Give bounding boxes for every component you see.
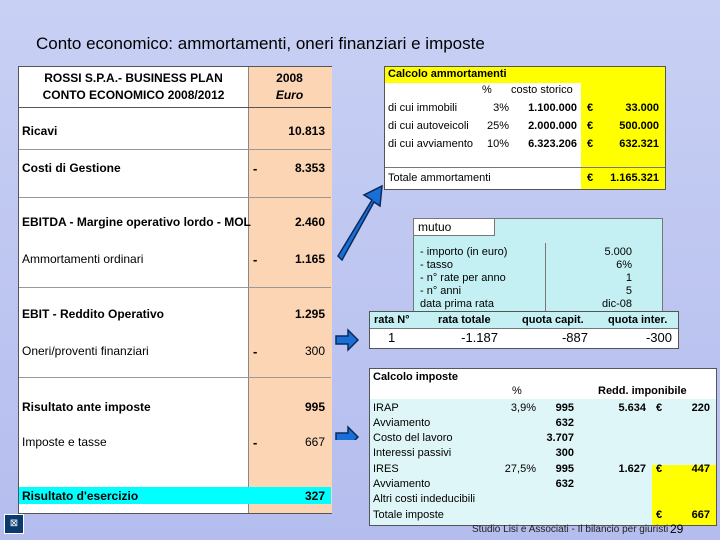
right-arrow-icon	[336, 330, 358, 350]
imp-row-label: Altri costi indeducibili	[373, 493, 476, 505]
imp-row-label: Costo del lavoro	[373, 432, 453, 444]
imp-row-v1: 3.707	[546, 432, 574, 444]
imposte-redd-header: Redd. imponibile	[598, 385, 687, 397]
imp-row-v2: 5.634	[618, 402, 646, 414]
rate-header-total: rata totale	[438, 314, 491, 326]
amm-row-currency: €	[587, 102, 594, 114]
income-statement-panel	[18, 66, 332, 514]
row-value-oneri: 300	[304, 344, 325, 358]
amm-row-currency: €	[587, 138, 594, 150]
mutuo-column-divider	[545, 243, 546, 313]
rate-value-number: 1	[388, 330, 396, 345]
amm-row-pct: 25%	[486, 120, 509, 132]
row-value-ebitda: 2.460	[294, 215, 325, 229]
row-minus-oneri: -	[253, 344, 258, 359]
mutuo-row-label: - tasso	[420, 259, 454, 271]
ammortamenti-pct-header: %	[482, 84, 492, 96]
mutuo-title: mutuo	[418, 220, 452, 234]
amm-total-currency: €	[587, 172, 594, 184]
imp-row-label: IRES	[373, 463, 399, 475]
imp-row-label: Interessi passivi	[373, 447, 452, 459]
rate-header-interest: quota inter.	[608, 314, 668, 326]
row-value-costi: 8.353	[294, 161, 325, 175]
row-divider	[19, 149, 331, 150]
rate-header-capital: quota capit.	[522, 314, 584, 326]
ammortamenti-panel	[384, 66, 666, 190]
diagonal-arrow-icon	[338, 186, 382, 260]
income-statement-title: CONTO ECONOMICO 2008/2012	[42, 88, 225, 102]
amm-row-pct: 10%	[486, 138, 509, 150]
arrows-layer	[330, 180, 390, 440]
amm-row-cost: 1.100.000	[528, 102, 577, 114]
mutuo-row-label: - importo (in euro)	[420, 246, 508, 258]
row-divider	[19, 287, 331, 288]
imp-row-pct: 3,9%	[510, 402, 536, 414]
business-plan-title: ROSSI S.P.A.- BUSINESS PLAN	[44, 71, 223, 85]
row-value-risultato: 327	[304, 489, 325, 503]
imp-total-currency: €	[656, 509, 663, 521]
imposte-title: Calcolo imposte	[373, 371, 458, 383]
imp-row-v1: 632	[555, 417, 574, 429]
right-arrow-icon	[336, 427, 358, 440]
row-label-ebitda: EBITDA - Margine operativo lordo - MOL	[22, 215, 251, 229]
row-value-ante-imposte: 995	[304, 400, 325, 414]
year-header: 2008	[276, 71, 303, 85]
row-label-oneri: Oneri/proventi finanziari	[22, 344, 149, 358]
amm-total-value: 1.165.321	[610, 172, 659, 184]
slide-logo-icon: ⊠	[4, 514, 24, 534]
rate-header-number: rata N°	[374, 314, 410, 326]
amm-row-cost: 6.323.206	[528, 138, 577, 150]
page-number: 29	[670, 522, 684, 536]
imp-row-v1: 632	[555, 478, 574, 490]
footer-text: Studio Lisi e Associati - Il bilancio per giuristi	[472, 524, 669, 535]
mutuo-row-value: dic-08	[602, 298, 632, 310]
mutuo-row-value: 1	[625, 272, 632, 284]
imp-row-v2: 1.627	[618, 463, 646, 475]
imp-row-label: Avviamento	[373, 478, 431, 490]
row-label-ammortamenti: Ammortamenti ordinari	[22, 252, 144, 266]
imp-row-v3: 447	[691, 463, 710, 475]
row-value-ammortamenti: 1.165	[294, 252, 325, 266]
imp-total-label: Totale imposte	[373, 509, 444, 521]
imp-row-v1: 995	[555, 402, 574, 414]
row-label-risultato: Risultato d'esercizio	[22, 489, 139, 503]
amm-row-label: di cui avviamento	[388, 138, 473, 150]
row-value-ricavi: 10.813	[288, 124, 325, 138]
row-value-ebit: 1.295	[294, 307, 325, 321]
amm-row-value: 33.000	[625, 102, 659, 114]
row-divider	[19, 197, 331, 198]
rate-value-total: -1.187	[461, 330, 498, 345]
rate-table-panel	[369, 311, 679, 349]
imp-row-label: IRAP	[373, 402, 399, 414]
mutuo-row-label: - n° rate per anno	[420, 272, 506, 284]
mutuo-row-value: 6%	[616, 259, 632, 271]
row-label-ante-imposte: Risultato ante imposte	[22, 400, 151, 414]
amm-row-currency: €	[587, 120, 594, 132]
ammortamenti-total-divider	[385, 167, 665, 168]
mutuo-panel	[413, 218, 663, 314]
mutuo-row-value: 5.000	[604, 246, 632, 258]
row-label-imposte: Imposte e tasse	[22, 435, 107, 449]
imp-row-pct: 27,5%	[504, 463, 536, 475]
row-label-ricavi: Ricavi	[22, 124, 58, 138]
currency-header: Euro	[275, 88, 304, 102]
amm-row-pct: 3%	[493, 102, 509, 114]
ammortamenti-title: Calcolo ammortamenti	[388, 68, 507, 80]
imp-row-currency: €	[656, 402, 663, 414]
imp-row-v1: 995	[555, 463, 574, 475]
ammortamenti-cost-header: costo storico	[511, 84, 573, 96]
amm-row-label: di cui autoveicoli	[388, 120, 469, 132]
imposte-panel	[369, 368, 717, 526]
amm-row-label: di cui immobili	[388, 102, 458, 114]
mutuo-row-label: - n° anni	[420, 285, 462, 297]
row-divider	[19, 377, 331, 378]
amm-row-value: 632.321	[619, 138, 659, 150]
mutuo-row-label: data prima rata	[420, 298, 494, 310]
imp-row-v1: 300	[555, 447, 574, 459]
amm-row-value: 500.000	[619, 120, 659, 132]
slide-title: Conto economico: ammortamenti, oneri finanziari e imposte	[36, 34, 485, 53]
row-minus-ammortamenti: -	[253, 252, 258, 267]
mutuo-row-value: 5	[625, 285, 632, 297]
imp-row-currency: €	[656, 463, 663, 475]
imp-row-label: Avviamento	[373, 417, 431, 429]
row-minus-imposte: -	[253, 435, 258, 450]
imposte-pct-header: %	[512, 385, 522, 397]
imp-row-v3: 220	[691, 402, 710, 414]
imp-total-value: 667	[691, 509, 710, 521]
row-minus-costi: -	[253, 161, 258, 176]
rate-value-capital: -887	[561, 330, 588, 345]
row-value-imposte: 667	[304, 435, 325, 449]
row-label-costi: Costi di Gestione	[22, 161, 121, 175]
rate-value-interest: -300	[645, 330, 672, 345]
header-divider	[19, 107, 331, 108]
amm-total-label: Totale ammortamenti	[388, 172, 491, 184]
amm-row-cost: 2.000.000	[528, 120, 577, 132]
row-label-ebit: EBIT - Reddito Operativo	[22, 307, 165, 321]
